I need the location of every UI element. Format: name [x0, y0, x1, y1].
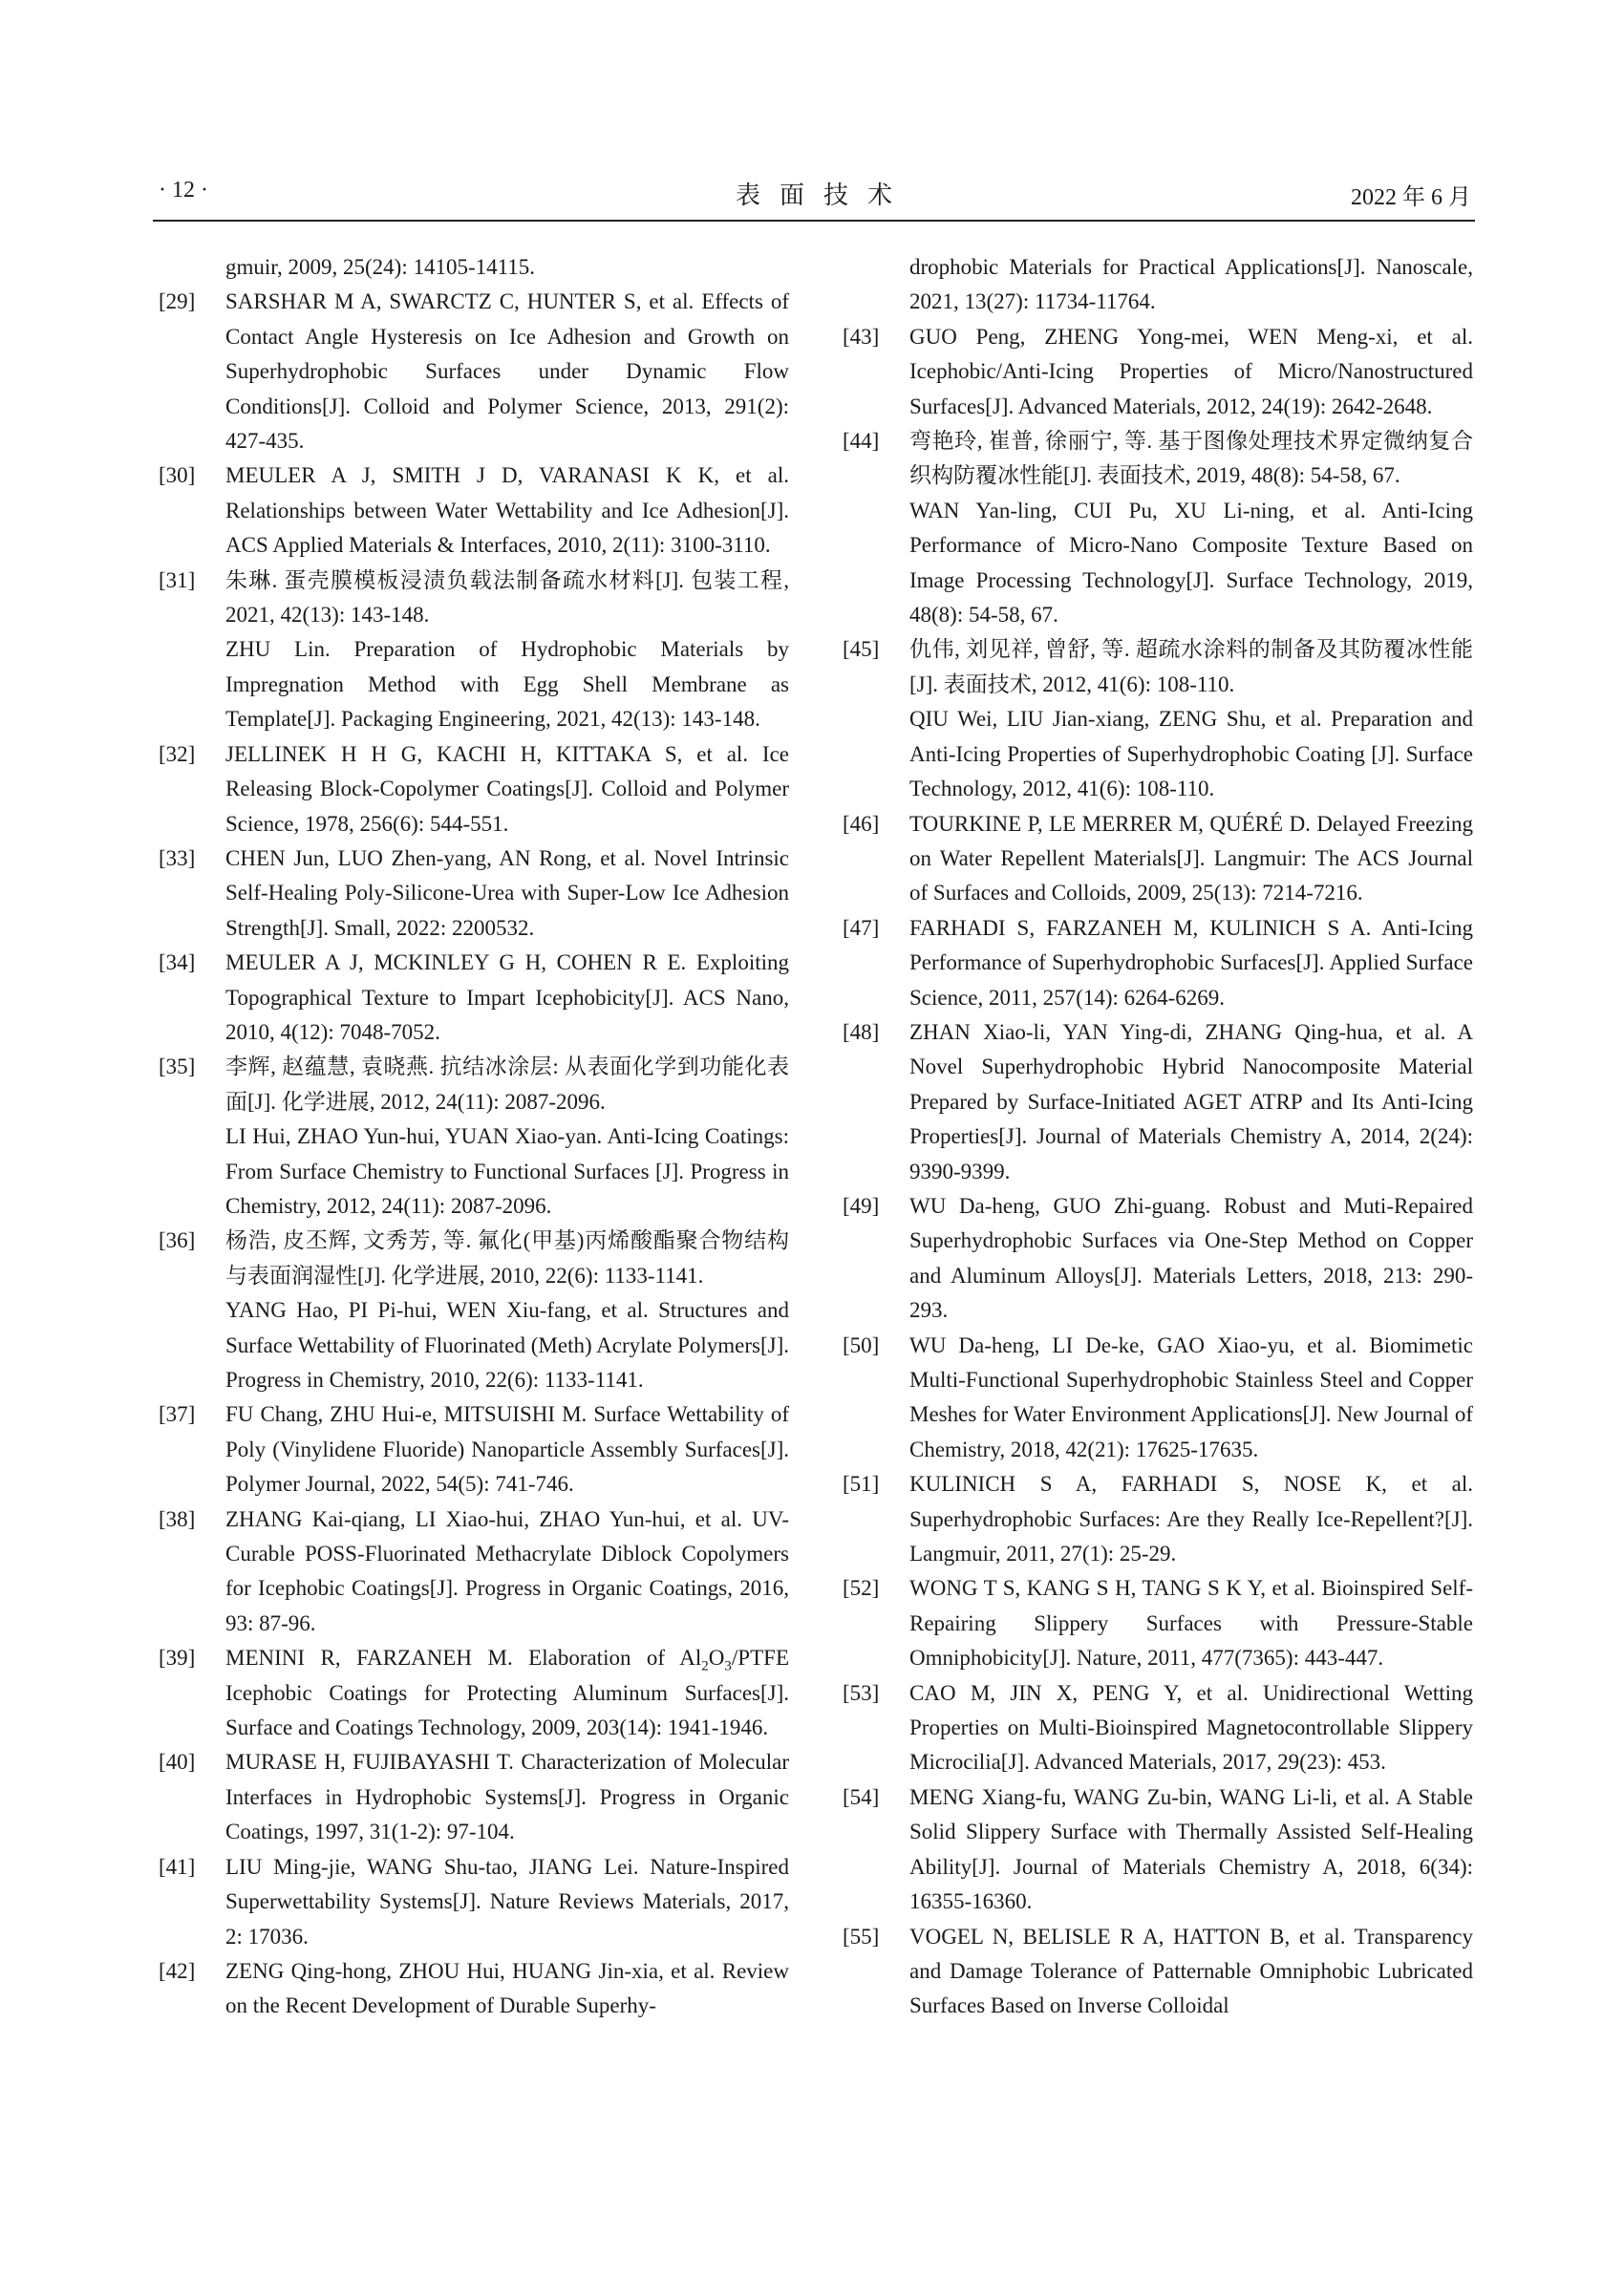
reference-number: [41] — [159, 1854, 196, 1879]
reference-continuation: drophobic Materials for Practical Applications[J]. Nanoscale, 2021, 13(27): 11734-11764. — [909, 255, 1473, 314]
reference-text: ZHAN Xiao-li, YAN Ying-di, ZHANG Qing-hua, et al. A Novel Superhydrophobic Hybrid Nanocomposite Material Prepared by Surface-Initiated AGET ATRP and Its Anti-Icing Properties[J]. Journal of Materials Chemistry A, 2014, 2(24): 9390-9399. — [909, 1019, 1473, 1183]
reference-text-english: LI Hui, ZHAO Yun-hui, YUAN Xiao-yan. Anti-Icing Coatings: From Surface Chemistry to Functional Surfaces [J]. Progress in Chemistry, 2012, 24(11): 2087-2096. — [225, 1124, 789, 1218]
journal-title: 表面技术 — [735, 181, 911, 209]
reference-text: CAO M, JIN X, PENG Y, et al. Unidirectional Wetting Properties on Multi-Bioinspired Magnetocontrollable Slippery Microcilia[J]. Advanced Materials, 2017, 29(23): 453. — [909, 1680, 1473, 1775]
reference-text: MURASE H, FUJIBAYASHI T. Characterization of Molecular Interfaces in Hydrophobic Systems[J]. Progress in Organic Coatings, 1997, 31(1-2): 97-104. — [225, 1750, 789, 1844]
reference-number: [39] — [159, 1646, 196, 1671]
reference-text: WU Da-heng, LI De-ke, GAO Xiao-yu, et al. Biomimetic Multi-Functional Superhydrophobic Stainless Steel and Copper Meshes for Water Environment Applications[J]. New Journal of Chemistry, 2018, 42(21): 17625-17635. — [909, 1332, 1473, 1461]
reference-number: [49] — [843, 1193, 880, 1218]
reference-item — [159, 1224, 789, 1397]
reference-number: [54] — [843, 1784, 880, 1809]
reference-text-english: WAN Yan-ling, CUI Pu, XU Li-ning, et al. Anti-Icing Performance of Micro-Nano Composite Texture Based on Image Processing Technology[J]. Surface Technology, 2019, 48(8): 54-58, 67. — [909, 498, 1473, 628]
reference-text: MEULER A J, MCKINLEY G H, COHEN R E. Exploiting Topographical Texture to Impart Icephobicity[J]. ACS Nano, 2010, 4(12): 7048-7052. — [225, 950, 789, 1044]
reference-column-left — [159, 250, 789, 2024]
reference-number: [44] — [843, 429, 880, 454]
reference-body — [909, 424, 1473, 632]
reference-text-part: MENINI R, FARZANEH M. Elaboration of Al — [225, 1646, 702, 1671]
reference-number: [46] — [843, 811, 880, 836]
reference-body — [225, 1224, 789, 1397]
reference-number: [55] — [843, 1924, 880, 1949]
reference-text-chinese: 李辉, 赵蕴慧, 袁晓燕. 抗结冰涂层: 从表面化学到功能化表面[J]. 化学进展, 2012, 24(11): 2087-2096. — [225, 1055, 789, 1114]
reference-text: GUO Peng, ZHENG Yong-mei, WEN Meng-xi, et al. Icephobic/Anti-Icing Properties of Micro/Nanostructured Surfaces[J]. Advanced Materials, 2012, 24(19): 2642-2648. — [909, 324, 1473, 418]
reference-text-chinese: 弯艳玲, 崔普, 徐丽宁, 等. 基于图像处理技术界定微纳复合织构防覆冰性能[J]. 表面技术, 2019, 48(8): 54-58, 67. — [909, 429, 1473, 488]
reference-number: [48] — [843, 1019, 880, 1044]
reference-text-english: QIU Wei, LIU Jian-xiang, ZENG Shu, et al. Preparation and Anti-Icing Properties of Superhydrophobic Coating [J]. Surface Technology, 2012, 41(6): 108-110. — [909, 707, 1473, 801]
reference-continuation: gmuir, 2009, 25(24): 14105-14115. — [225, 255, 536, 279]
issue-date: 2022 年 6 月 — [1351, 185, 1471, 210]
reference-item — [159, 1954, 789, 2024]
page-number: · 12 · — [159, 178, 208, 202]
reference-item — [843, 1571, 1473, 1675]
reference-text: TOURKINE P, LE MERRER M, QUÉRÉ D. Delayed Freezing on Water Repellent Materials[J]. Langmuir: The ACS Journal of Surfaces and Colloids, 2009, 25(13): 7214-7216. — [909, 811, 1473, 906]
reference-number: [53] — [843, 1680, 880, 1705]
reference-item — [843, 807, 1473, 911]
reference-text: FU Chang, ZHU Hui-e, MITSUISHI M. Surface Wettability of Poly (Vinylidene Fluoride) Nanoparticle Assembly Surfaces[J]. Polymer Journal, 2022, 54(5): 741-746. — [225, 1402, 789, 1497]
reference-text: WONG T S, KANG S H, TANG S K Y, et al. Bioinspired Self-Repairing Slippery Surfaces with Pressure-Stable Omniphobicity[J]. Nature, 2011, 477(7365): 443-447. — [909, 1576, 1473, 1671]
reference-item — [843, 1189, 1473, 1329]
reference-item — [843, 1780, 1473, 1920]
reference-item — [843, 1676, 1473, 1780]
reference-text-chinese: 杨浩, 皮丕辉, 文秀芳, 等. 氟化(甲基)丙烯酸酯聚合物结构与表面润湿性[J]. 化学进展, 2010, 22(6): 1133-1141. — [225, 1228, 789, 1288]
reference-number: [45] — [843, 637, 880, 662]
reference-number: [40] — [159, 1750, 196, 1775]
reference-item — [159, 1641, 789, 1745]
reference-item — [159, 1850, 789, 1954]
reference-number: [32] — [159, 741, 196, 766]
reference-text: MENG Xiang-fu, WANG Zu-bin, WANG Li-li, et al. A Stable Solid Slippery Surface with Thermally Assisted Self-Healing Ability[J]. Journal of Materials Chemistry A, 2018, 6(34): 16355-16360. — [909, 1784, 1473, 1914]
reference-item — [159, 285, 789, 458]
reference-text: KULINICH S A, FARHADI S, NOSE K, et al. Superhydrophobic Surfaces: Are they Really Ice-Repellent?[J]. Langmuir, 2011, 27(1): 25-29. — [909, 1472, 1473, 1566]
reference-number: [37] — [159, 1402, 196, 1427]
reference-number: [35] — [159, 1055, 196, 1079]
reference-text: CHEN Jun, LUO Zhen-yang, AN Rong, et al. Novel Intrinsic Self-Healing Poly-Silicone-Urea with Super-Low Ice Adhesion Strength[J]. Small, 2022: 2200532. — [225, 845, 789, 940]
reference-number: [43] — [843, 324, 880, 349]
reference-item — [159, 564, 789, 737]
reference-number: [31] — [159, 567, 196, 592]
reference-item — [843, 320, 1473, 424]
reference-text: MEULER A J, SMITH J D, VARANASI K K, et al. Relationships between Water Wettability and Ice Adhesion[J]. ACS Applied Materials & Interfaces, 2010, 2(11): 3100-3110. — [225, 463, 789, 558]
reference-item — [843, 424, 1473, 632]
reference-item — [159, 842, 789, 946]
reference-body — [225, 564, 789, 737]
reference-text: LIU Ming-jie, WANG Shu-tao, JIANG Lei. Nature-Inspired Superwettability Systems[J]. Nature Reviews Materials, 2017, 2: 17036. — [225, 1854, 789, 1949]
reference-number: [42] — [159, 1958, 196, 1983]
reference-text: ZENG Qing-hong, ZHOU Hui, HUANG Jin-xia, et al. Review on the Recent Development of Durable Superhy- — [225, 1958, 789, 2018]
reference-item — [843, 632, 1473, 806]
reference-number: [51] — [843, 1472, 880, 1497]
reference-item — [159, 458, 789, 563]
reference-text: WU Da-heng, GUO Zhi-guang. Robust and Muti-Repaired Superhydrophobic Surfaces via One-Step Method on Copper and Aluminum Alloys[J]. Materials Letters, 2018, 213: 290-293. — [909, 1193, 1473, 1323]
reference-item — [843, 1920, 1473, 2024]
reference-number: [36] — [159, 1228, 196, 1253]
reference-number: [47] — [843, 915, 880, 940]
reference-body — [909, 632, 1473, 806]
reference-number: [50] — [843, 1332, 880, 1357]
reference-text-part: O — [708, 1646, 725, 1671]
reference-text-chinese: 仇伟, 刘见祥, 曾舒, 等. 超疏水涂料的制备及其防覆冰性能[J]. 表面技术, 2012, 41(6): 108-110. — [909, 637, 1473, 696]
reference-item — [843, 911, 1473, 1015]
reference-text-part: /PTFE Icephobic Coatings for Protecting Aluminum Surfaces[J]. Surface and Coatings Technology, 2009, 203(14): 1941-1946. — [225, 1646, 789, 1740]
reference-text — [225, 1641, 789, 1745]
reference-item — [159, 1050, 789, 1224]
reference-item — [159, 946, 789, 1050]
reference-column-right — [843, 250, 1473, 2024]
reference-number: [30] — [159, 463, 196, 488]
reference-text: VOGEL N, BELISLE R A, HATTON B, et al. Transparency and Damage Tolerance of Patternable Omniphobic Lubricated Surfaces Based on Inverse Colloidal — [909, 1924, 1473, 2018]
reference-item — [843, 1015, 1473, 1189]
reference-number: [33] — [159, 845, 196, 870]
reference-item — [159, 1745, 789, 1849]
reference-item — [159, 1397, 789, 1502]
subscript: 3 — [724, 1658, 732, 1674]
reference-text-english: YANG Hao, PI Pi-hui, WEN Xiu-fang, et al. Structures and Surface Wettability of Fluorinated (Meth) Acrylate Polymers[J]. Progress in Chemistry, 2010, 22(6): 1133-1141. — [225, 1298, 789, 1392]
reference-text-english: ZHU Lin. Preparation of Hydrophobic Materials by Impregnation Method with Egg Shell Membrane as Template[J]. Packaging Engineering, 2021, 42(13): 143-148. — [225, 637, 789, 732]
reference-number: [34] — [159, 950, 196, 975]
reference-text: ZHANG Kai-qiang, LI Xiao-hui, ZHAO Yun-hui, et al. UV-Curable POSS-Fluorinated Methacrylate Diblock Copolymers for Icephobic Coatings[J]. Progress in Organic Coatings, 2016, 93: 87-96. — [225, 1506, 789, 1635]
reference-number: [29] — [159, 289, 196, 314]
reference-number: [52] — [843, 1576, 880, 1601]
subscript: 2 — [701, 1658, 709, 1674]
reference-text: FARHADI S, FARZANEH M, KULINICH S A. Anti-Icing Performance of Superhydrophobic Surfaces[J]. Applied Surface Science, 2011, 257(14): 6264-6269. — [909, 915, 1473, 1010]
reference-text: SARSHAR M A, SWARCTZ C, HUNTER S, et al. Effects of Contact Angle Hysteresis on Ice Adhesion and Growth on Superhydrophobic Surfaces under Dynamic Flow Conditions[J]. Colloid and Polymer Science, 2013, 291(2): 427-435. — [225, 289, 789, 454]
reference-item — [159, 1502, 789, 1642]
reference-item — [843, 1329, 1473, 1468]
reference-number: [38] — [159, 1506, 196, 1531]
reference-text: JELLINEK H H G, KACHI H, KITTAKA S, et al. Ice Releasing Block-Copolymer Coatings[J]. Colloid and Polymer Science, 1978, 256(6): 544-551. — [225, 741, 789, 836]
reference-item — [843, 1467, 1473, 1571]
reference-body — [225, 1050, 789, 1224]
reference-text-chinese: 朱琳. 蛋壳膜模板浸渍负载法制备疏水材料[J]. 包装工程, 2021, 42(13): 143-148. — [225, 567, 789, 628]
running-header — [153, 178, 1475, 222]
reference-item — [159, 737, 789, 842]
